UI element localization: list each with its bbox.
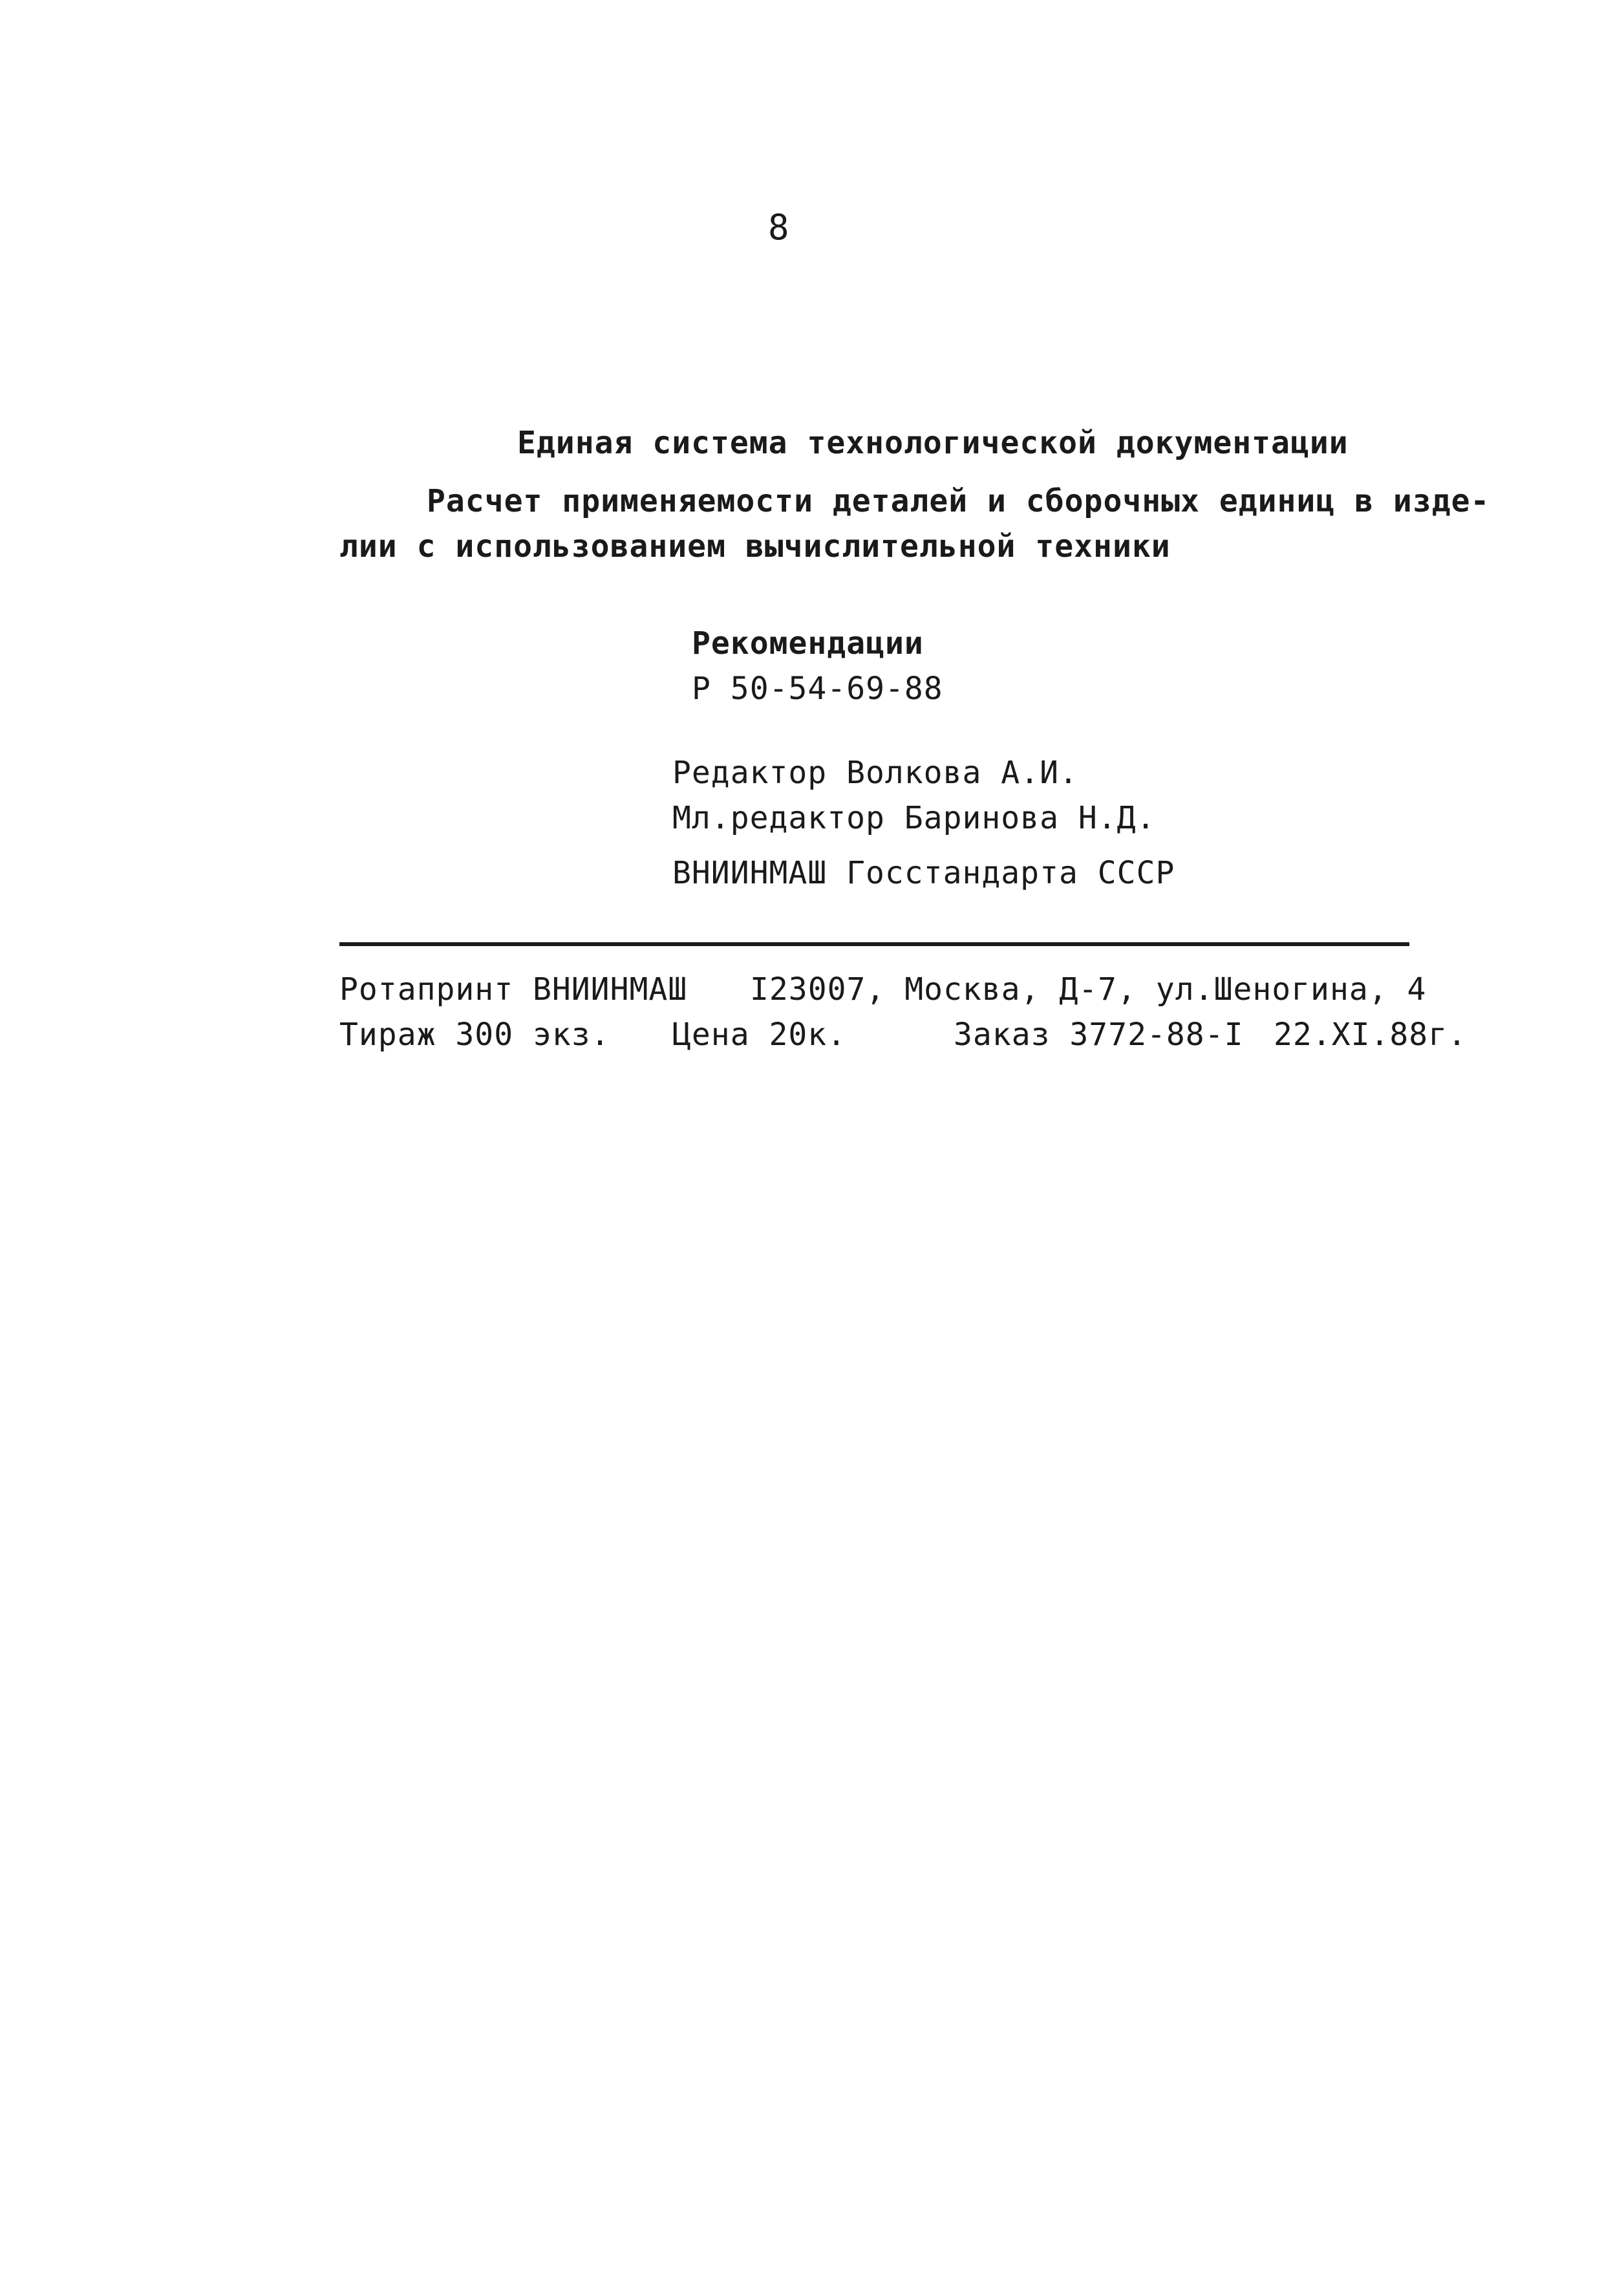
imprint-printer: Ротапринт ВНИИНМАШ bbox=[339, 971, 688, 1008]
doc-code: Р 50-54-69-88 bbox=[692, 671, 943, 707]
doc-type-label: Рекомендации bbox=[692, 625, 924, 662]
separator-rule bbox=[339, 942, 1409, 946]
imprint-price: Цена 20к. bbox=[672, 1017, 847, 1053]
page-number: 8 bbox=[768, 207, 789, 248]
imprint-date: 22.XI.88г. bbox=[1274, 1017, 1467, 1053]
imprint-circulation: Тираж 300 экз. bbox=[339, 1017, 610, 1053]
junior-editor-credit: Мл.редактор Баринова Н.Д. bbox=[672, 800, 1156, 836]
document-title-line-2: лии с использованием вычислительной техники bbox=[339, 528, 1171, 565]
editor-credit: Редактор Волкова А.И. bbox=[672, 755, 1078, 791]
document-title-line-1: Расчет применяемости деталей и сборочных единиц в изде- bbox=[427, 483, 1490, 519]
series-title: Единая система технологической документации bbox=[517, 425, 1349, 461]
imprint-order: Заказ 3772-88-I bbox=[954, 1017, 1244, 1053]
imprint-address: I23007, Москва, Д-7, ул.Шеногина, 4 bbox=[750, 971, 1427, 1008]
publisher-credit: ВНИИНМАШ Госстандарта СССР bbox=[672, 855, 1175, 891]
